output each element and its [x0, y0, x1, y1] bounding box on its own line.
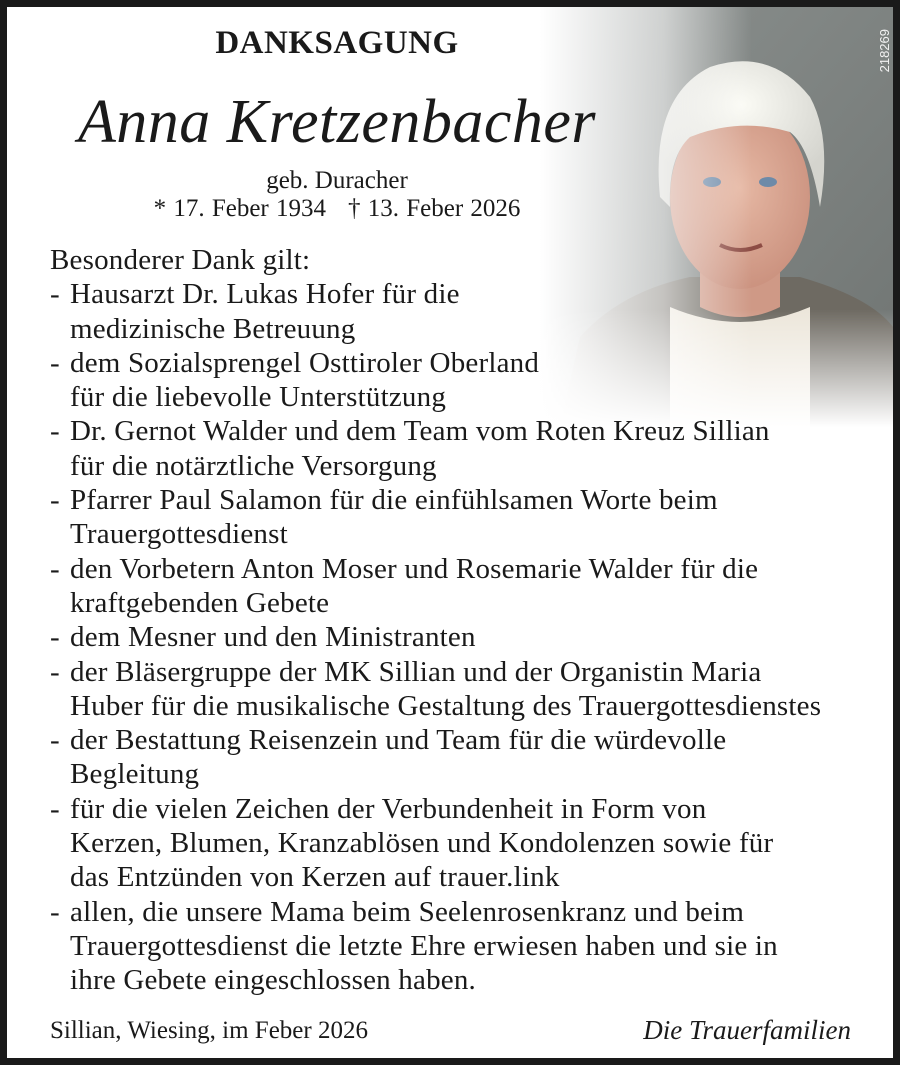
thanks-item	[50, 346, 821, 415]
thanks-item-line: dem Mesner und den Ministranten	[70, 621, 476, 654]
list-dash: -	[50, 552, 60, 585]
thanks-item-line: medizinische Betreuung	[70, 312, 356, 345]
thanks-item-line: Pfarrer Paul Salamon für die einfühlsamen Worte beim	[70, 484, 718, 517]
place-date: Sillian, Wiesing, im Feber 2026	[50, 1017, 368, 1044]
thanks-item-line: für die liebevolle Unterstützung	[70, 381, 447, 414]
thanks-item	[50, 723, 821, 792]
thanks-item-line: Trauergottesdienst die letzte Ehre erwiesen haben und sie in	[70, 929, 778, 962]
thanks-item	[50, 277, 821, 346]
thanks-item	[50, 483, 821, 552]
thanks-item-line: ihre Gebete eingeschlossen haben.	[70, 964, 477, 997]
thanks-item-line: Begleitung	[70, 758, 200, 791]
thanks-item-line: für die vielen Zeichen der Verbundenheit in Form von	[70, 792, 707, 825]
thanks-item-line: der Bläsergruppe der MK Sillian und der Organistin Maria	[70, 655, 762, 688]
thanks-item-line: allen, die unsere Mama beim Seelenrosenkranz und beim	[70, 895, 745, 928]
thanks-item	[50, 414, 821, 483]
ad-code: 218269	[877, 29, 892, 73]
thanks-item	[50, 552, 821, 621]
thanks-item	[50, 620, 821, 654]
obituary-card	[7, 7, 893, 1058]
notice-title: DANKSAGUNG	[215, 25, 459, 61]
thanks-item	[50, 792, 821, 895]
thanks-intro: Besonderer Dank gilt:	[50, 244, 311, 276]
thanks-item-line: das Entzünden von Kerzen auf trauer.link	[70, 861, 560, 894]
list-dash: -	[50, 792, 60, 825]
thanks-item-line: Trauergottesdienst	[70, 518, 288, 551]
thanks-item	[50, 895, 821, 998]
birth-name: geb. Duracher	[266, 167, 408, 194]
thanks-item-line: Hausarzt Dr. Lukas Hofer für die	[70, 278, 460, 311]
signature: Die Trauerfamilien	[643, 1015, 851, 1045]
list-dash: -	[50, 895, 60, 928]
thanks-item	[50, 655, 821, 724]
thanks-item-line: für die notärztliche Versorgung	[70, 449, 437, 482]
thanks-item-line: Huber für die musikalische Gestaltung des Trauergottesdienstes	[70, 689, 822, 722]
deceased-name: Anna Kretzenbacher	[77, 88, 597, 156]
list-dash: -	[50, 724, 60, 757]
list-dash: -	[50, 621, 60, 654]
thanks-item-line: den Vorbetern Anton Moser und Rosemarie Walder für die	[70, 552, 759, 585]
thanks-list	[50, 243, 821, 998]
list-dash: -	[50, 278, 60, 311]
thanks-item-line: der Bestattung Reisenzein und Team für die würdevolle	[70, 724, 727, 757]
thanks-item-line: dem Sozialsprengel Osttiroler Oberland	[70, 346, 540, 379]
list-dash: -	[50, 655, 60, 688]
death-date: † 13. Feber 2026	[348, 195, 521, 222]
thanks-item-line: Kerzen, Blumen, Kranzablösen und Kondolenzen sowie für	[70, 827, 774, 860]
thanks-item-line: kraftgebenden Gebete	[70, 586, 330, 619]
life-dates	[7, 195, 667, 223]
list-dash: -	[50, 484, 60, 517]
list-dash: -	[50, 346, 60, 379]
list-dash: -	[50, 415, 60, 448]
thanks-item-line: Dr. Gernot Walder und dem Team vom Roten Kreuz Sillian	[70, 415, 770, 448]
birth-date: * 17. Feber 1934	[153, 195, 326, 222]
